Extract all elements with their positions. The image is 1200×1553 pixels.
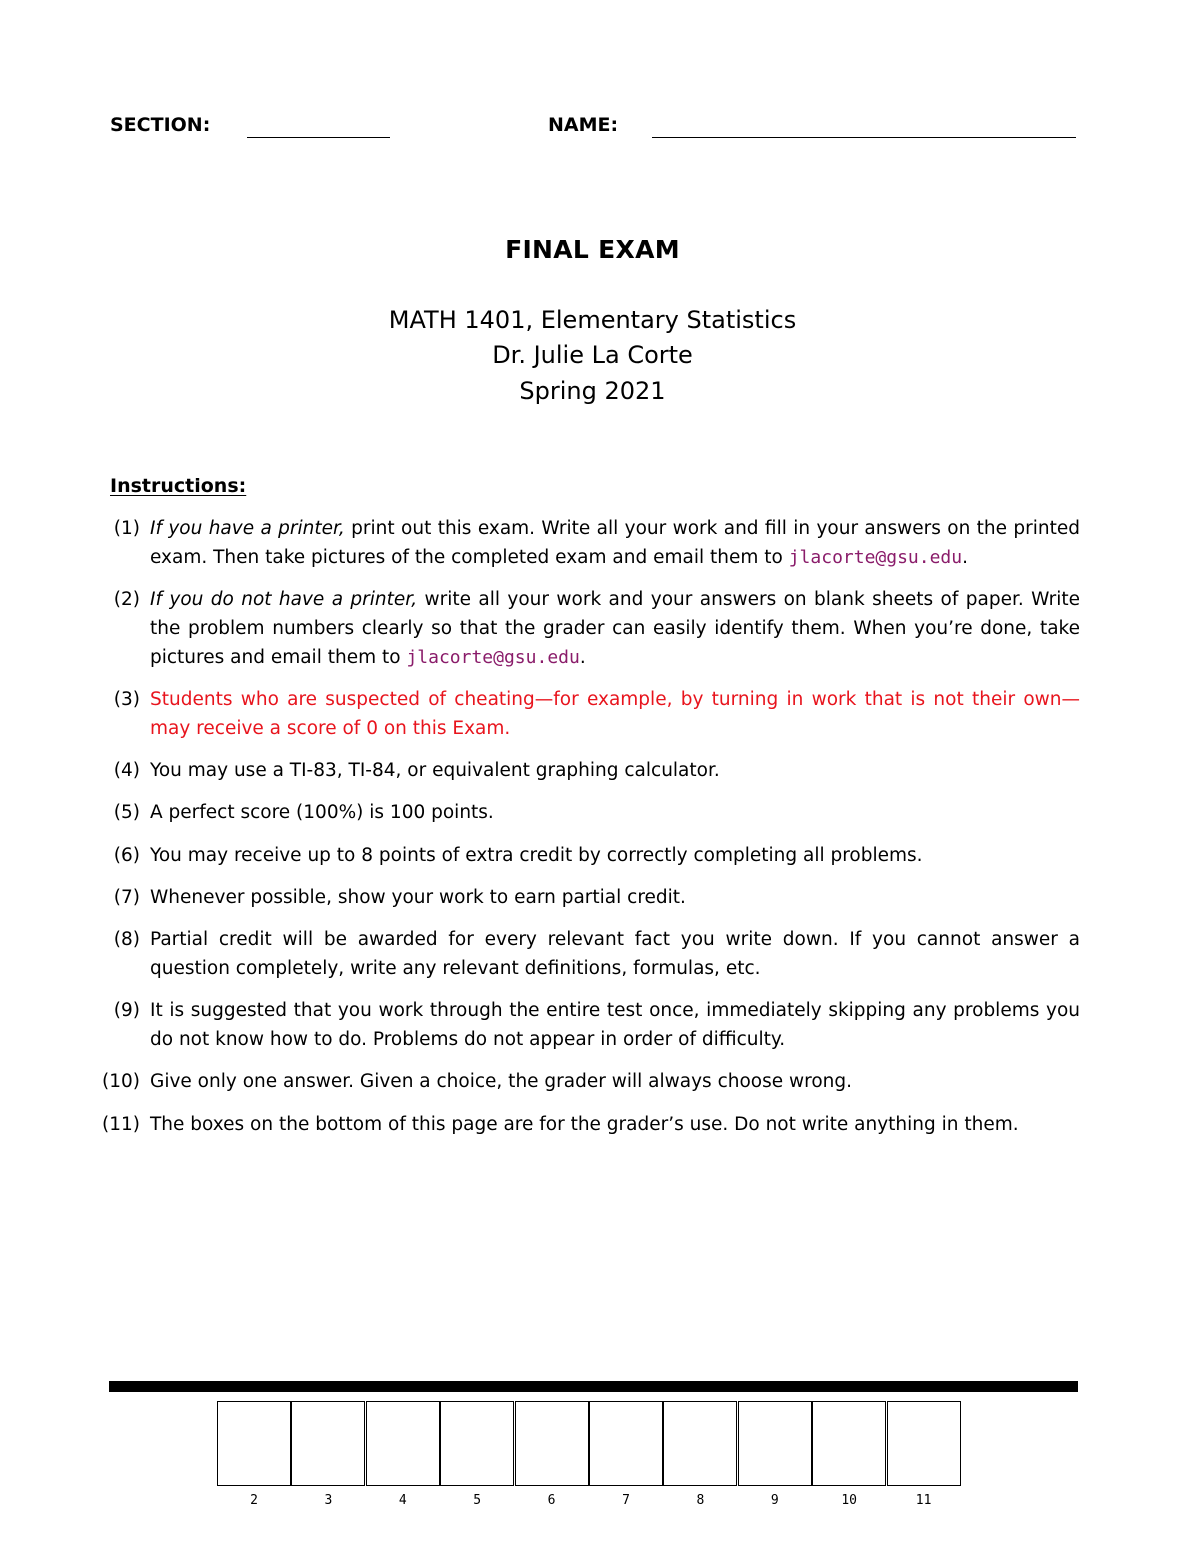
instruction-item [90, 841, 1080, 870]
instruction-text: A perfect score (100%) is 100 points. [150, 802, 494, 823]
instruction-text: The boxes on the bottom of this page are for the grader’s use. Do not write anything in them. [150, 1114, 1019, 1135]
instruction-number: (3) [113, 689, 140, 710]
grader-box [887, 1401, 961, 1486]
instruction-number: (4) [113, 760, 140, 781]
grader-box-label: 8 [696, 1493, 705, 1508]
grader-box [291, 1401, 365, 1486]
section-label: SECTION: [110, 114, 211, 136]
grader-box-label: 3 [324, 1493, 333, 1508]
instruction-item [90, 1110, 1080, 1139]
instructor-name: Dr. Julie La Corte [492, 341, 693, 369]
instruction-text: Partial credit will be awarded for every relevant fact you write down. If you cannot answer a question completely, write any relevant definitions, formulas, etc. [150, 929, 1080, 979]
instruction-number: (11) [102, 1114, 140, 1135]
name-label: NAME: [548, 114, 619, 136]
exam-title: FINAL EXAM [505, 235, 680, 264]
instruction-item [90, 514, 1080, 572]
instruction-item [90, 996, 1080, 1054]
instruction-punct: . [579, 647, 586, 668]
instruction-number: (9) [113, 1000, 140, 1021]
instruction-item [90, 756, 1080, 785]
instruction-text: It is suggested that you work through the entire test once, immediately skipping any problems you do not know how to do. Problems do not appear in order of difficulty. [150, 1000, 1080, 1050]
instruction-number: (1) [113, 518, 140, 539]
instructions-heading: Instructions: [110, 475, 247, 497]
instruction-punct: . [962, 547, 968, 568]
grader-box [812, 1401, 886, 1486]
instruction-emphasis: If you do not have a printer, [150, 589, 418, 610]
instruction-item [90, 1067, 1080, 1096]
instruction-text: write all your work and your answers on blank sheets of paper. Write the problem numbers clearly so that the grader can easily identify them. When you’re done, take pictures and email them to [150, 589, 1080, 668]
instruction-text: Students who are suspected of cheating—for example, by turning in work that is not their own—may receive a score of 0 on this Exam. [150, 689, 1080, 739]
grader-box-label: 4 [398, 1493, 407, 1508]
instruction-emphasis: If you have a printer, [150, 518, 345, 539]
grader-box [217, 1401, 291, 1486]
email-link[interactable]: jlacorte@gsu.edu [788, 547, 963, 568]
divider-bar [109, 1381, 1078, 1392]
instruction-text: You may receive up to 8 points of extra credit by correctly completing all problems. [150, 845, 923, 866]
grader-box-label: 9 [770, 1493, 779, 1508]
grader-box [663, 1401, 737, 1486]
grader-box-label: 11 [915, 1493, 932, 1508]
grader-box-label: 6 [547, 1493, 556, 1508]
instruction-text: print out this exam. Write all your work and fill in your answers on the printed exam. Then take pictures of the completed exam and email them to [150, 518, 1080, 568]
term: Spring 2021 [519, 377, 666, 405]
grader-box [366, 1401, 440, 1486]
grader-box [589, 1401, 663, 1486]
instruction-number: (8) [113, 929, 140, 950]
instruction-text: Give only one answer. Given a choice, the grader will always choose wrong. [150, 1071, 852, 1092]
instruction-number: (2) [113, 589, 140, 610]
instruction-text: You may use a TI-83, TI-84, or equivalent graphing calculator. [150, 760, 720, 781]
instruction-number: (5) [113, 802, 140, 823]
grader-box [515, 1401, 589, 1486]
instruction-number: (7) [113, 887, 140, 908]
course-name: MATH 1401, Elementary Statistics [388, 306, 797, 334]
grader-box-label: 2 [250, 1493, 258, 1508]
grader-box [440, 1401, 514, 1486]
instruction-item [90, 798, 1080, 827]
section-blank[interactable] [247, 137, 390, 138]
instruction-item [90, 925, 1080, 983]
instruction-item [90, 883, 1080, 912]
grader-box-label: 7 [622, 1493, 630, 1508]
instruction-item-warning [90, 685, 1080, 743]
email-link[interactable]: jlacorte@gsu.edu [406, 647, 580, 668]
grader-box [738, 1401, 812, 1486]
instruction-number: (10) [102, 1071, 140, 1092]
instruction-text: Whenever possible, show your work to earn partial credit. [150, 887, 686, 908]
instruction-item [90, 585, 1080, 672]
grader-box-label: 10 [841, 1493, 858, 1508]
name-blank[interactable] [652, 137, 1076, 138]
grader-box-label: 5 [473, 1493, 482, 1508]
instruction-number: (6) [113, 845, 140, 866]
